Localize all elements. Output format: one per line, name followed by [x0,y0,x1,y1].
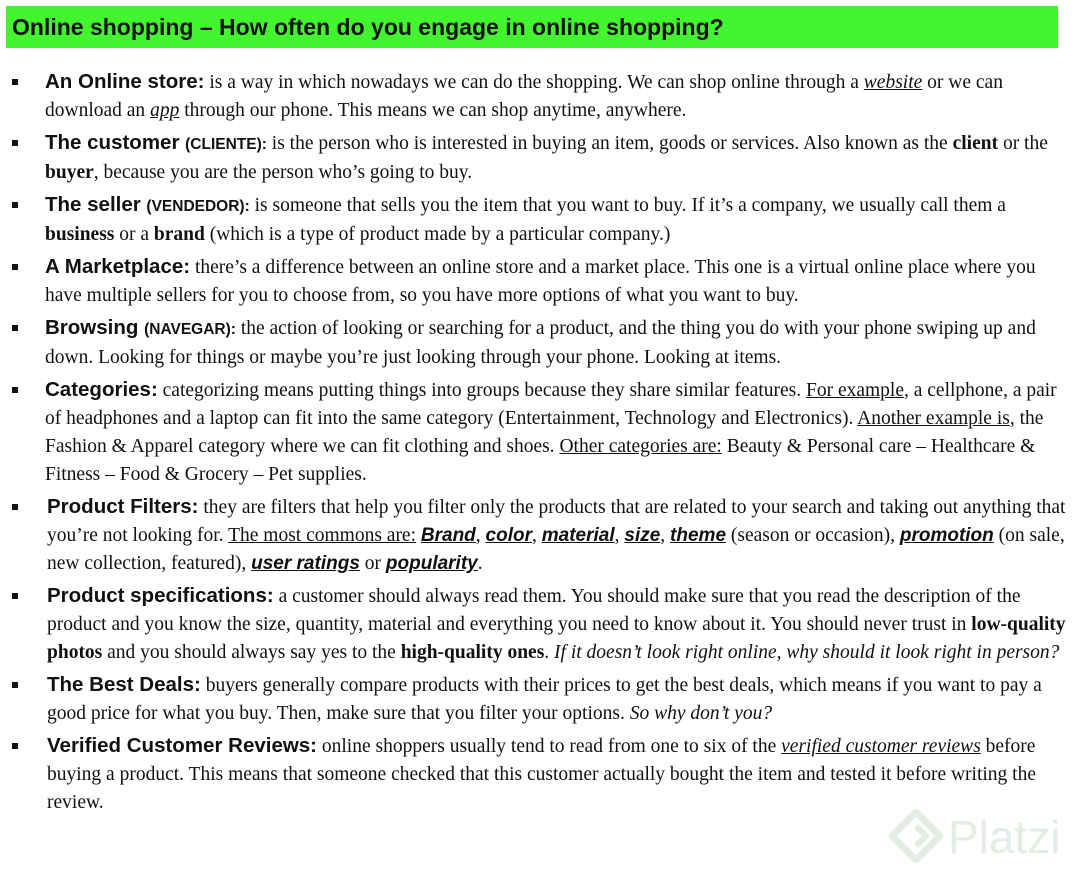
list-item-product-filters: Product Filters: they are filters that help you filter only the products that are related to your search and taking out anything that you’re not looking for. The most commons are: Brand, color, material, size, theme (season or occasion), promotion (on sale, new collection, featured), user ratings or popularity. [0,493,1080,578]
keyword: low-quality photos [47,614,1066,663]
text: , the Fashion & Apparel category where we can fit clothing and shoes. [45,408,1044,457]
text: (which is a type of product made by a particular company.) [204,224,671,245]
filter-user-ratings: user ratings [251,553,360,574]
bullet-icon [12,387,18,393]
text: . [477,553,483,574]
list-item-verified-reviews [0,732,1080,817]
term: Verified Customer Reviews: [47,734,318,757]
text: the action of looking or searching for a product, and the thing you do with your phone swiping up and down. Looking for things or maybe you’re just looking through your phone. Looking at items. [45,318,1036,368]
app-link[interactable]: app [150,100,180,121]
underlined-phrase: The most commons are: [228,525,417,546]
term-translation: (CLIENTE): [185,136,267,153]
list-item-best-deals [0,671,1080,728]
text: is the person who is interested in buying an item, goods or services. Also known as the [266,133,953,154]
bullet-icon [12,264,18,270]
definitions-list [0,68,1080,821]
text: , a cellphone, a pair of headphones and a laptop can fit into the same category (Entertainment, Technology and Electronics). [45,380,1057,429]
website-link[interactable]: website [863,72,923,93]
term: Product specifications: [47,584,274,607]
text: buyers generally compare products with their prices to get the best deals, which means if you want to pay a good price for what you buy. Then, make sure that you filter your options. [47,675,1042,724]
bullet-icon [12,140,18,146]
term: A Marketplace: [45,255,191,278]
bullet-icon [12,202,18,208]
term-translation: (VENDEDOR): [146,198,250,215]
list-item-marketplace [0,253,1080,310]
keyword: business [45,224,115,245]
term: The Best Deals: [47,673,201,696]
text: before buying a product. This means that someone checked that this customer actually bought the item and tested it before writing the review. [47,736,1037,813]
platzi-logo-icon [888,808,944,864]
list-item-browsing [0,314,1080,372]
text: or the [998,133,1048,154]
text: through our phone. This means we can shop anytime, anywhere. [179,100,687,121]
underlined-phrase: Another example is [857,408,1010,429]
term: Categories: [45,378,158,401]
underlined-phrase: Other categories are: [559,436,722,457]
filter-brand: Brand [420,525,476,546]
list-item-categories [0,376,1080,489]
text: there’s a difference between an online store and a market place. This one is a virtual online place where you have multiple sellers for you to choose from, so you have more options of what you want to buy. [45,257,1036,306]
term: The customer [45,131,186,154]
filter-size: size [624,525,661,546]
bullet-icon [12,504,18,510]
text: Beauty & Personal care – Healthcare & Fitness – Food & Grocery – Pet supplies. [45,436,1036,485]
filter-theme: theme [670,525,727,546]
keyword: client [952,133,999,154]
text: or we can download an [45,72,1003,121]
term: Product Filters: [47,495,199,518]
term: The seller [45,193,147,216]
bullet-icon [12,79,18,85]
term-translation: (NAVEGAR): [144,321,236,338]
filter-color: color [485,525,532,546]
platzi-watermark [888,808,1078,868]
text: a customer should always read them. You should make sure that you read the description of the product and you know the size, quantity, material and everything you need to know about it. You should never trust in [47,586,1021,635]
keyword: brand [153,224,205,245]
list-item-online-store [0,68,1080,125]
text: they are filters that help you filter only the products that are related to your search and taking out anything that you’re not looking for. [47,497,1066,546]
bullet-icon [12,593,18,599]
text: categorizing means putting things into groups because they share similar features. [157,380,806,401]
text: (on sale, new collection, featured), [47,525,1065,574]
list-item-seller [0,191,1080,249]
text: or [359,553,386,574]
italic-phrase: If it doesn’t look right online, why should it look right in person? [554,642,1060,663]
text: is a way in which nowadays we can do the shopping. We can shop online through a [204,72,864,93]
keyword: high-quality ones [400,642,545,663]
bullet-icon [12,682,18,688]
italic-phrase: So why don’t you? [629,703,773,724]
watermark-text: Platzi [948,811,1061,863]
term: Browsing [45,316,145,339]
bullet-icon [12,743,18,749]
text: and you should always say yes to the [102,642,401,663]
text: is someone that sells you the item that you want to buy. If it’s a company, we usually call them a [249,195,1006,216]
text: or a [114,224,154,245]
text: (season or occasion), [726,525,900,546]
filter-material: material [541,525,615,546]
filter-popularity: popularity [385,553,478,574]
text: . [544,642,555,663]
filter-promotion: promotion [899,525,994,546]
keyword: buyer [45,162,94,183]
underlined-phrase: For example [805,380,904,401]
text: online shoppers usually tend to read from one to six of the [317,736,782,757]
term: An Online store: [45,70,205,93]
verified-reviews-link[interactable]: verified customer reviews [781,736,981,757]
bullet-icon [12,325,18,331]
text: , because you are the person who’s going to buy. [93,162,473,183]
page-title: Online shopping – How often do you engage in online shopping? [6,6,1058,48]
list-item-customer [0,129,1080,187]
list-item-product-specifications [0,582,1080,667]
